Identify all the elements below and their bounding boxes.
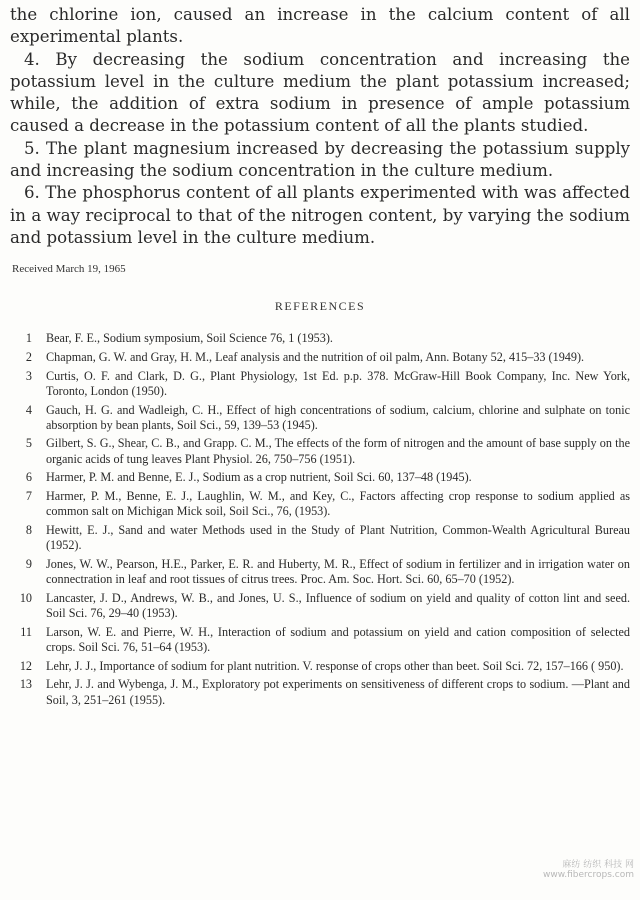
- body-paragraph: 4. By decreasing the sodium concentration and increasing the potassium level in the culture medium the plant potassium increased; while, the addition of extra sodium in presence of ample potassium caused a decrease in the potassium content of all the plants studied.: [10, 49, 630, 136]
- reference-item: [10, 470, 630, 485]
- reference-item: [10, 523, 630, 553]
- watermark-url: www.fibercrops.com: [543, 870, 634, 880]
- reference-number: 3: [25, 368, 32, 383]
- reference-item: [10, 350, 630, 365]
- reference-number: 5: [25, 436, 32, 451]
- reference-number: 13: [19, 677, 32, 692]
- body-paragraph: the chlorine ion, caused an increase in the calcium content of all experimental plants.: [10, 5, 630, 47]
- reference-number: 6: [25, 470, 32, 485]
- reference-text: Lancaster, J. D., Andrews, W. B., and Jones, U. S., Influence of sodium on yield and quality of cotton lint and seed. Soil Sci. 76, 29–40 (1953).: [46, 590, 630, 621]
- watermark: [543, 857, 634, 880]
- reference-number: 1: [25, 331, 32, 346]
- reference-text: Gauch, H. G. and Wadleigh, C. H., Effect of high concentrations of sodium, calcium, chlorine and sulphate on tonic absorption by bean plants, Soil Sci., 59, 139–53 (1945).: [46, 402, 630, 432]
- reference-text: Lehr, J. J. and Wybenga, J. M., Exploratory pot experiments on sensitiveness of different crops to sodium. —Plant and Soil, 3, 251–261 (1955).: [46, 677, 630, 707]
- reference-item: [10, 659, 630, 674]
- reference-item: [10, 436, 630, 466]
- reference-item: [10, 403, 630, 433]
- references-heading: REFERENCES: [274, 299, 366, 314]
- reference-number: 8: [25, 523, 32, 537]
- reference-text: Chapman, G. W. and Gray, H. M., Leaf analysis and the nutrition of oil palm, Ann. Botany 52, 415–33 (1949).: [46, 349, 585, 364]
- watermark-text: 麻纺 纺织 科技 网: [562, 860, 634, 870]
- reference-item: [10, 591, 630, 621]
- reference-number: 4: [25, 402, 32, 417]
- reference-number: 11: [20, 624, 32, 639]
- reference-text: Jones, W. W., Pearson, H.E., Parker, E. R. and Huberty, M. R., Effect of sodium in fertilizer and in irrigation water on connectration in leaf and root tissues of citrus trees. Proc. Am. Soc. Hort. Sci. 60, 65–70 (1952).: [46, 556, 630, 587]
- reference-item: [10, 489, 630, 519]
- reference-number: 10: [19, 590, 32, 605]
- reference-item: [10, 557, 630, 587]
- body-paragraph: 5. The plant magnesium increased by decreasing the potassium supply and increasing the sodium concentration in the culture medium.: [10, 138, 630, 181]
- reference-number: 2: [25, 349, 32, 364]
- reference-item: [10, 625, 630, 655]
- reference-text: Harmer, P. M., Benne, E. J., Laughlin, W. M., and Key, C., Factors affecting crop response to sodium applied as common salt on Michigan Mick soil, Soil Sci., 76, (1953).: [46, 489, 630, 519]
- reference-text: Bear, F. E., Sodium symposium, Soil Science 76, 1 (1953).: [46, 331, 333, 346]
- reference-item: [10, 369, 630, 399]
- references-list: [10, 331, 630, 707]
- reference-number: 7: [25, 489, 32, 504]
- reference-text: Lehr, J. J., Importance of sodium for plant nutrition. V. response of crops other than beet. Soil Sci. 72, 157–166 ( 950).: [46, 658, 624, 673]
- body-paragraph: 6. The phosphorus content of all plants experimented with was affected in a way reciprocal to that of the nitrogen content, by varying the sodium and potassium level in the culture medium.: [10, 183, 630, 247]
- reference-text: Larson, W. E. and Pierre, W. H., Interaction of sodium and potassium on yield and cation composition of selected crops. Soil Sci. 76, 51–64 (1953).: [46, 624, 630, 654]
- received-date: Received March 19, 1965: [12, 263, 126, 276]
- reference-text: Curtis, O. F. and Clark, D. G., Plant Physiology, 1st Ed. p.p. 378. McGraw-Hill Book Company, Inc. New York, Toronto, London (1950).: [46, 368, 630, 398]
- reference-item: [10, 677, 630, 707]
- reference-text: Hewitt, E. J., Sand and water Methods used in the Study of Plant Nutrition, Common-Wealth Agricultural Bureau (1952).: [46, 523, 630, 553]
- reference-text: Gilbert, S. G., Shear, C. B., and Grapp. C. M., The effects of the form of nitrogen and the amount of base supply on the organic acids of tung leaves Plant Physiol. 26, 750–756 (1951).: [46, 436, 630, 466]
- paper-page: [10, 4, 630, 711]
- reference-number: 12: [19, 658, 32, 673]
- reference-text: Harmer, P. M. and Benne, E. J., Sodium as a crop nutrient, Soil Sci. 60, 137–48 (1945).: [46, 470, 472, 485]
- reference-number: 9: [25, 556, 32, 571]
- reference-item: [10, 331, 630, 346]
